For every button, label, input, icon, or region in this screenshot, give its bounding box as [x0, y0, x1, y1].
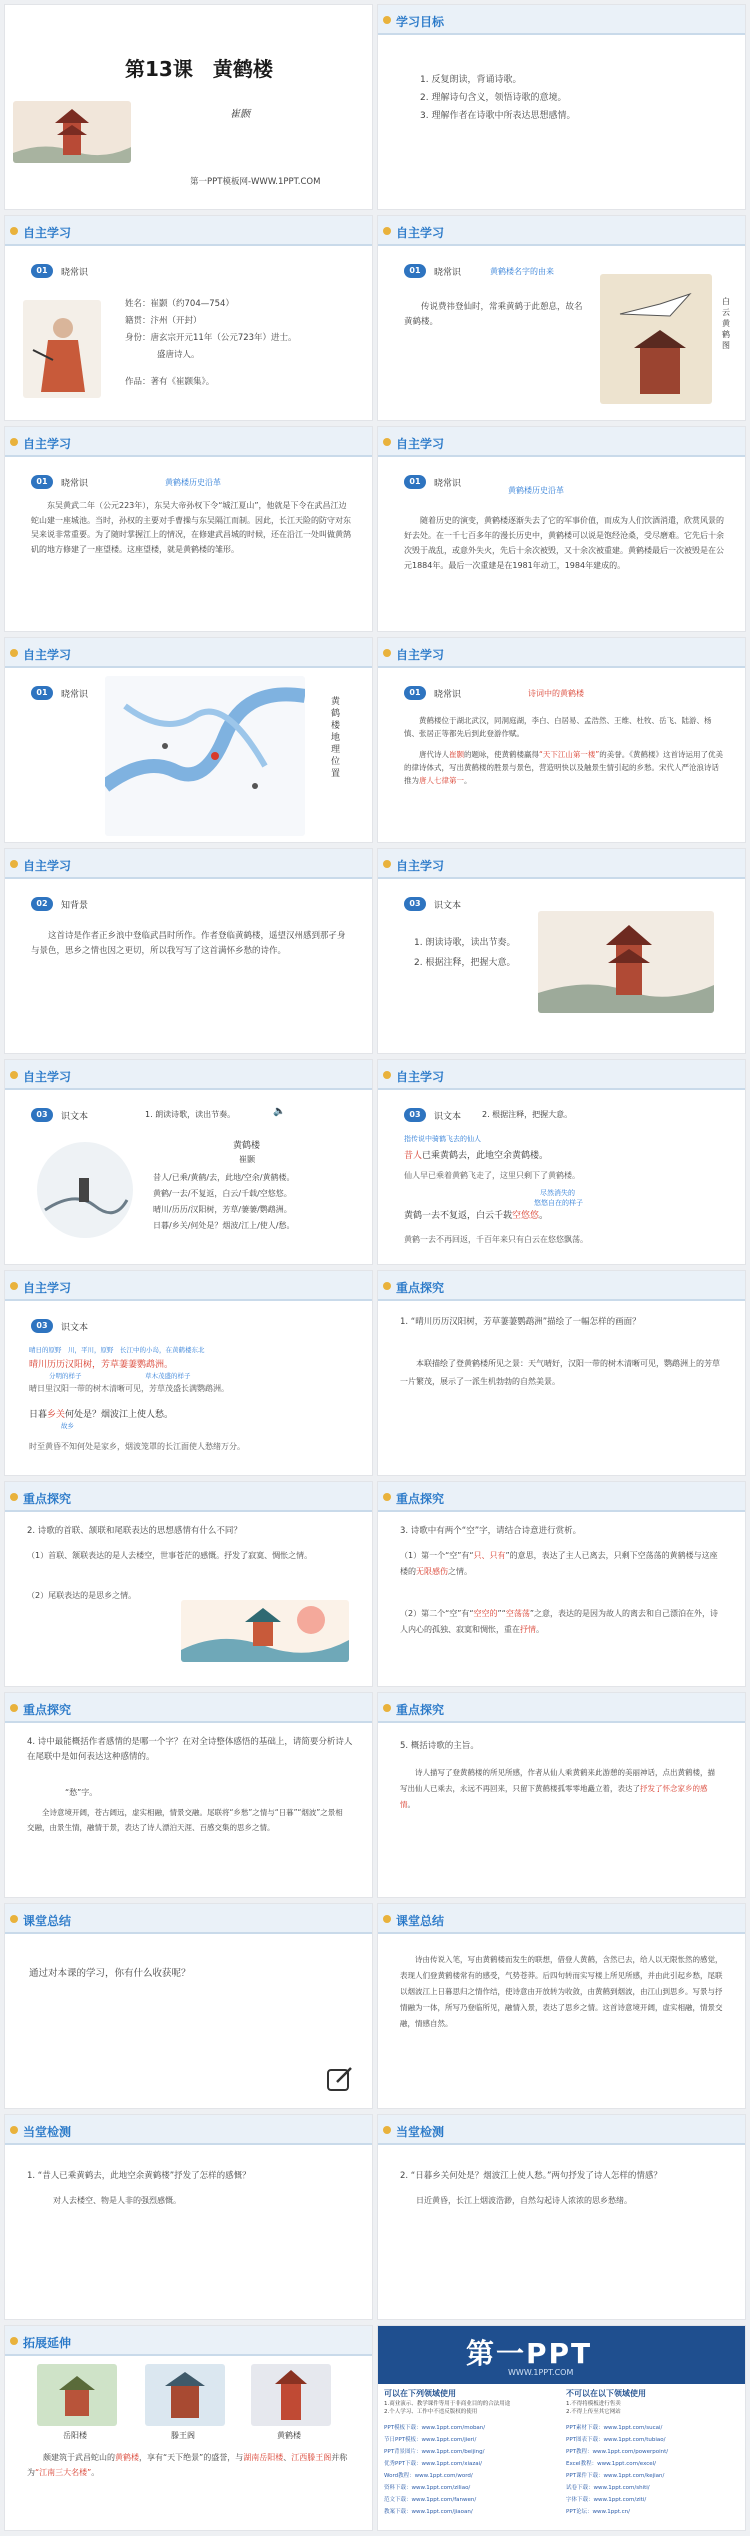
slide-header: 拓展延伸 [5, 2326, 372, 2356]
author-facts: 姓名：崔颢（约704—754） 籍贯：汴州（开封） 身份：唐玄宗开元11年（公元723年）进士。 盛唐诗人。 作品：著有《崔颢集》。 [125, 299, 297, 387]
pen-icon [10, 2126, 18, 2134]
poems-text-1: 黄鹤楼位于湖北武汉，同洞庭湖，李白、白居易、孟浩然、王维、杜牧、岳飞、陆游、杨慎、张居正等都先后到此登游作赋。 [404, 716, 712, 738]
slide-inquiry-4[interactable] [4, 1692, 373, 1898]
poem-author: 崔颢 [239, 1155, 255, 1164]
section-badge: 01 [404, 475, 426, 489]
section-badge: 01 [31, 264, 53, 278]
section-badge: 01 [31, 475, 53, 489]
pavilion-illustration [181, 1600, 349, 1662]
slide-inquiry-5[interactable] [377, 1692, 746, 1898]
pen-icon [383, 1704, 391, 1712]
pen-icon [383, 649, 391, 657]
tower-painting [538, 911, 714, 1013]
slide-header: 重点探究 [378, 1271, 745, 1301]
tower-painting [13, 101, 131, 163]
pen-icon [10, 649, 18, 657]
slide-poem-notes-2[interactable] [4, 1270, 373, 1476]
slide-poem-notes-1[interactable] [377, 1059, 746, 1265]
pen-icon [383, 438, 391, 446]
slide-inquiry-1[interactable] [377, 1270, 746, 1476]
links-left[interactable]: PPT模板下载：www.1ppt.com/moban/ 节日PPT模板：www.1ppt.com/jieri/ PPT背景图片：www.1ppt.com/beijing/ 优秀PPT下载：www.1ppt.com/xiazai/ Word教程：www.1ppt.com/word/ 资料下载：www.1ppt.com/ziliao/ 范文下载：www.1ppt.com/fanwen/ 教案下载：www.1ppt.com/jiaoan/ [384, 2425, 486, 2515]
location-map [105, 676, 305, 836]
poet-portrait [23, 300, 101, 398]
section-label: 识文本 [434, 901, 462, 911]
slide-summary-a[interactable] [377, 1903, 746, 2109]
footer-link[interactable]: 第一PPT模板网-WWW.1PPT.COM [190, 177, 321, 187]
section-badge: 03 [31, 1319, 53, 1333]
question: 5. 概括诗歌的主旨。 [400, 1741, 479, 1751]
sub-heading: 黄鹤楼历史沿革 [508, 486, 564, 495]
caption: 岳阳楼 [63, 2431, 87, 2440]
links-right[interactable]: PPT素材下载：www.1ppt.com/sucai/ PPT图表下载：www.1ppt.com/tubiao/ PPT教程：www.1ppt.com/powerpoint/ Excel教程：www.1ppt.com/excel/ PPT课件下载：www.1ppt.com/kejian/ 试卷下载：www.1ppt.com/shiti/ 字体下载：www.1ppt.com/ziti/ PPT论坛：www.1ppt.cn/ [566, 2425, 669, 2515]
slide-header: 自主学习 [5, 1271, 372, 1301]
slide-header: 自主学习 [378, 216, 745, 246]
slide-header: 重点探究 [378, 1482, 745, 1512]
section-label: 晓常识 [61, 690, 89, 700]
pen-icon [383, 16, 391, 24]
question: 1. “晴川历历汉阳树，芳草萋萋鹦鹉洲”描绘了一幅怎样的画面？ [400, 1317, 641, 1327]
slide-name-origin[interactable] [377, 215, 746, 421]
section-badge: 03 [404, 897, 426, 911]
section-badge: 02 [31, 897, 53, 911]
section-label: 晓常识 [61, 268, 89, 278]
answer: 诗人描写了登黄鹤楼的所见所感，作者从仙人乘黄鹤来此游憩的美丽神话，点出黄鹤楼，描写出仙人已乘去，永远不再回来，只留下黄鹤楼孤零零地矗立着，表达了抒发了怀念家乡的感情。 [400, 1768, 715, 1809]
caption: 黄鹤楼 [277, 2431, 301, 2440]
extension-text: 颇建筑于武昌蛇山的黄鹤楼，享有“天下绝景”的盛誉，与湖南岳阳楼、江西滕王阁并称为“江南三大名楼”。 [27, 2453, 348, 2477]
slide-header: 重点探究 [5, 1693, 372, 1723]
answer-1: “愁”字。 [65, 1788, 98, 1797]
annotation: 悠悠自在的样子 [534, 1199, 583, 1207]
allowed-list: 1.商业演示、教学课件等用于非商业目的的合法用途 2.个人学习、工作中不违反版权的使用 [384, 2401, 511, 2415]
question: 2. “日暮乡关何处是？烟波江上使人愁。”两句抒发了诗人怎样的情感？ [400, 2171, 662, 2181]
translation: 黄鹤一去不再回返，千百年来只有白云在悠悠飘荡。 [404, 1235, 588, 1244]
section-label: 晓常识 [61, 479, 89, 489]
side-caption: 白云黄鹤图 [722, 297, 730, 350]
annotation: 尽然消失的 [540, 1189, 575, 1197]
slide-test-1[interactable] [4, 2114, 373, 2320]
answer: （2）尾联表达的是思乡之情。 [27, 1591, 137, 1600]
slide-header: 自主学习 [378, 849, 745, 879]
slide-header: 学习目标 [378, 5, 745, 35]
slide-poem-read[interactable] [4, 1059, 373, 1265]
pen-icon [10, 1071, 18, 1079]
slide-inquiry-3[interactable] [377, 1481, 746, 1687]
brand-url[interactable]: WWW.1PPT.COM [508, 2368, 574, 2377]
slide-background[interactable] [4, 848, 373, 1054]
poem-line: 昔人已乘黄鹤去，此地空余黄鹤楼。 [404, 1151, 549, 1161]
slide-header: 自主学习 [5, 1060, 372, 1090]
pen-icon [383, 1282, 391, 1290]
annotation: 草木茂盛的样子 [145, 1372, 191, 1380]
section-badge: 01 [404, 264, 426, 278]
pen-icon [10, 1915, 18, 1923]
task-list: 1. 朗读诗歌，读出节奏。 2. 根据注释，把握大意。 [414, 938, 516, 968]
slide-header: 自主学习 [378, 1060, 745, 1090]
forbidden-heading: 不可以在以下领域使用 [566, 2389, 646, 2398]
slide-header: 自主学习 [5, 638, 372, 668]
section-label: 知背景 [61, 901, 89, 911]
slide-author-info[interactable] [4, 215, 373, 421]
slide-header: 课堂总结 [378, 1904, 745, 1934]
pen-icon [10, 1493, 18, 1501]
author-name: 崔颢 [230, 109, 250, 120]
slide-header: 自主学习 [378, 638, 745, 668]
slide-header: 重点探究 [5, 1482, 372, 1512]
section-badge: 01 [31, 686, 53, 700]
slide-history-1[interactable] [4, 426, 373, 632]
brand-logo: 第一PPT [466, 2337, 593, 2370]
summary-text: 诗由传说入笔，写由黄鹤楼而发生的联想，借登人黄鹤，含然已去，给人以无限怅然的感觉，表现人们登黄鹤楼常有的感受，气势苍莽。后四句转而实写楼上所见所感，并由此引起乡愁，尾联以烟波江上日暮思归之情作结，使诗意由开放转为收敛，由黄鹤到烟波，由江山到思乡。写景与抒情融为一体，所写乃登临所见，融情入景，表达了思乡之情。这首诗意境开阔，虚实相融，情景交融，情感自然。 [400, 1955, 723, 2028]
slide-inquiry-2[interactable] [4, 1481, 373, 1687]
slide-header: 自主学习 [378, 427, 745, 457]
side-caption: 黄鹤楼地理位置 [331, 697, 341, 779]
history-text: 东吴黄武二年（公元223年），东吴大帝孙权下令“城江夏山”，他就是下令在武昌江边蛇山建一座城池。当时，孙权的主要对手曹操与东吴隔江而制。因此，长江天险的防守对东吴来说非常重要。为了随时掌握江上的情况，在修建武昌城的时候，还在沿江一处叫做黄鹄矶的地方修建了一座望楼。这座望楼，就是黄鹤楼的雏形。 [31, 501, 351, 554]
pen-icon [383, 2126, 391, 2134]
page-title: 第13课 黄鹤楼 [125, 57, 273, 81]
ink-landscape [35, 1140, 135, 1240]
slide-objectives[interactable] [377, 4, 746, 210]
task-line: 2. 根据注释，把握大意。 [482, 1110, 573, 1119]
sub-heading: 黄鹤楼名字的由来 [490, 267, 554, 276]
question: 1. “昔人已乘黄鹤去，此地空余黄鹤楼”抒发了怎样的感慨？ [27, 2171, 251, 2181]
section-badge: 03 [31, 1108, 53, 1122]
slide-header: 当堂检测 [5, 2115, 372, 2145]
objectives-list: 1. 反复朗读，背诵诗歌。 2. 理解诗句含义，领悟诗歌的意境。 3. 理解作者在诗歌中所表达思想感情。 [420, 75, 576, 121]
slide-header: 重点探究 [378, 1693, 745, 1723]
slide-extension[interactable] [4, 2325, 373, 2531]
answer: 本联描绘了登黄鹤楼所见之景：天气晴好，汉阳一带的树木清晰可见，鹦鹉洲上的芳草一片繁茂，展示了一派生机勃勃的自然美景。 [400, 1359, 720, 1386]
pen-icon [10, 1282, 18, 1290]
answer: 对人去楼空、物是人非的强烈感慨。 [53, 2196, 181, 2205]
forbidden-list: 1.不得将模板进行售卖 2.不得上传至其它网站 [566, 2401, 621, 2415]
answer: （1）首联、颔联表达的是人去楼空，世事苍茫的感慨。抒发了寂寞、惆怅之情。 [27, 1551, 313, 1560]
background-text: 这首诗是作者正乡浪中登临武昌时所作。作者登临黄鹤楼，遥望汉州感到那孑身与景色，思乡之情也因之更切，所以我写写了这首满怀乡愁的诗作。 [31, 931, 346, 956]
pen-icon [10, 860, 18, 868]
yueyang-tower-photo [37, 2364, 117, 2426]
origin-text: 传说费祎登仙时，常乘黄鹤于此憩息，故名黄鹤楼。 [404, 302, 583, 327]
question: 3. 诗歌中有两个“空”字，请结合诗意进行赏析。 [400, 1526, 582, 1536]
section-label: 识文本 [434, 1112, 462, 1122]
slide-header: 自主学习 [5, 216, 372, 246]
annotation: 晴日的原野 川，平川，原野 长江中的小岛，在黄鹤楼东北 [29, 1346, 205, 1354]
annotation: 指传说中骑鹤飞去的仙人 [404, 1135, 481, 1143]
question: 4. 诗中最能概括作者感情的是哪一个字？在对全诗整体感悟的基础上，请简要分析诗人在尾联中是如何表达这种感情的。 [27, 1737, 353, 1762]
slide-history-2[interactable] [377, 426, 746, 632]
question: 2. 诗歌的首联、颔联和尾联表达的思想感情有什么不同？ [27, 1526, 242, 1536]
poem-line: 黄鹤一去不复返，白云千载空悠悠。 [404, 1211, 549, 1221]
section-label: 晓常识 [434, 690, 462, 700]
translation: 仙人早已乘着黄鹤飞走了，这里只剩下了黄鹤楼。 [404, 1171, 580, 1180]
pen-icon [383, 1071, 391, 1079]
slide-map[interactable] [4, 637, 373, 843]
pen-icon [10, 227, 18, 235]
section-label: 晓常识 [434, 479, 462, 489]
speaker-icon[interactable]: 🔈 [273, 1106, 286, 1117]
poem-lines: 昔人/已乘/黄鹤/去，此地/空余/黄鹤楼。 黄鹤/一去/不复返，白云/千载/空悠悠。 晴川/历历/汉阳树，芳草/萋萋/鹦鹉洲。 日暮/乡关/何处是？烟波/江上/使人/愁。 [153, 1173, 295, 1230]
pen-icon [383, 1493, 391, 1501]
slide-header: 当堂检测 [378, 2115, 745, 2145]
pen-icon [10, 438, 18, 446]
answer-2: （2）第二个“空”有“空空的”“空荡荡”之意，表达的是因为故人的离去和自己漂泊在外，诗人内心的孤独、寂寞和惆怅，重在抒情。 [400, 1609, 718, 1634]
section-badge: 03 [404, 1108, 426, 1122]
translation: 时至黄昏不知何处是家乡，烟波笼罩的长江面使人愁绪万分。 [29, 1442, 245, 1451]
caption: 滕王阁 [171, 2431, 195, 2440]
poem-title: 黄鹤楼 [233, 1141, 261, 1151]
pen-icon [10, 2337, 18, 2345]
yellow-crane-tower-photo [251, 2364, 331, 2426]
poem-line: 晴川历历汉阳树，芳草萋萋鹦鹉洲。 [29, 1360, 174, 1370]
tengwang-pavilion-photo [145, 2364, 225, 2426]
answer-2: 全诗意境开阔，苍古阔远，虚实相融，情景交融。尾联将“乡愁”之情与“日暮”“烟波”之景相交融，由景生情，融情于景，表达了诗人漂泊天涯、百感交集的思乡之情。 [27, 1808, 343, 1832]
translation: 晴日里汉阳一带的树木清晰可见，芳草茂盛长满鹦鹉洲。 [29, 1384, 229, 1393]
slide-header: 自主学习 [5, 427, 372, 457]
slide-test-2[interactable] [377, 2114, 746, 2320]
question: 通过对本课的学习，你有什么收获呢？ [29, 1968, 191, 1979]
edit-icon[interactable] [325, 2064, 355, 2094]
section-label: 识文本 [61, 1112, 89, 1122]
pen-icon [383, 227, 391, 235]
slide-header: 课堂总结 [5, 1904, 372, 1934]
pen-icon [383, 1915, 391, 1923]
pen-icon [383, 860, 391, 868]
annotation: 分明的样子 [49, 1372, 82, 1380]
poem-line: 日暮乡关何处是？烟波江上使人愁。 [29, 1410, 174, 1420]
slide-header: 自主学习 [5, 849, 372, 879]
history-text: 随着历史的演变，黄鹤楼逐渐失去了它的军事价值，而成为人们饮酒消遣，欣赏风景的好去处。在一千七百多年的漫长历史中，黄鹤楼可以说是饱经沧桑，受尽磨难。它先后十余次毁于战乱，或意外失火，先后十余次被毁，又十余次被重建。黄鹤楼最后一次被毁是在公元1884年。最后一次重建是在1981年动工，1984年建成的。 [404, 516, 724, 570]
poems-text-2: 唐代诗人崔颢的题咏，使黄鹤楼赢得“天下江山第一楼”的美誉。《黄鹤楼》这首诗运用了优美的律诗体式，写出黄鹤楼的胜景与景色，营造明快以及触景生情引起的乡愁。宋代人严沧浪诗话推为唐人七律第一。 [404, 750, 724, 785]
sub-heading: 诗词中的黄鹤楼 [528, 689, 584, 698]
sub-heading: 黄鹤楼历史沿革 [165, 478, 221, 487]
answer-1: （1）第一个“空”有“只、只有”的意思，表达了主人已离去，只剩下空荡荡的黄鹤楼与这座楼的无限感伤之情。 [400, 1551, 718, 1576]
slide-title[interactable] [4, 4, 373, 210]
slide-poems[interactable] [377, 637, 746, 843]
slide-summary-q[interactable] [4, 1903, 373, 2109]
allowed-heading: 可以在下列领域使用 [384, 2389, 456, 2398]
annotation: 故乡 [61, 1422, 74, 1430]
crane-painting [600, 274, 712, 404]
section-label: 晓常识 [434, 268, 462, 278]
slide-brand[interactable] [377, 2325, 746, 2531]
task-line: 1. 朗读诗歌，读出节奏。 [145, 1110, 236, 1119]
section-badge: 01 [404, 686, 426, 700]
section-label: 识文本 [61, 1323, 89, 1333]
pen-icon [10, 1704, 18, 1712]
slide-text-tasks[interactable] [377, 848, 746, 1054]
answer: 日近黄昏，长江上烟波浩渺，自然勾起诗人浓浓的思乡愁绪。 [416, 2196, 632, 2205]
